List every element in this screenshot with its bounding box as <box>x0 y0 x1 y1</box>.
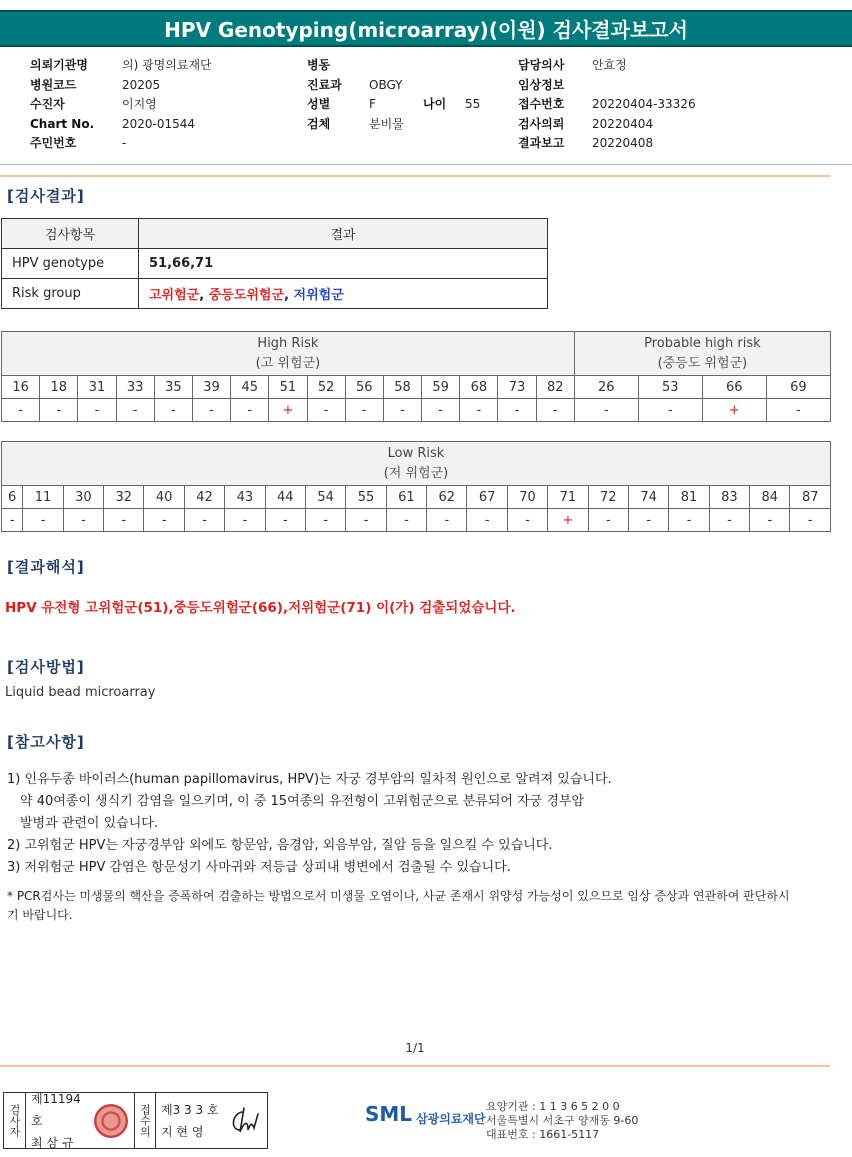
interpretation-text: HPV 유전형 고위험군(51),중등도위험군(66),저위험군(71) 이(가) 검출되었습니다. <box>5 600 516 616</box>
genotype-result-cell: - <box>231 399 269 422</box>
genotype-result-cell: - <box>628 509 668 532</box>
genotype-type-cell: 74 <box>628 486 668 509</box>
corp-address: 서울특별시 서초구 양재동 9-60 <box>486 1114 639 1127</box>
genotype-type-cell: 52 <box>307 376 345 399</box>
genotype-type-cell: 43 <box>225 486 265 509</box>
genotype-type-cell: 6 <box>2 486 23 509</box>
genotype-result-cell: - <box>104 509 144 532</box>
genotype-type-cell: 66 <box>702 376 766 399</box>
genotype-result-cell: - <box>307 399 345 422</box>
genotype-result-cell: - <box>305 509 345 532</box>
footer-divider <box>0 1065 830 1067</box>
genotype-result-cell: - <box>345 399 383 422</box>
sml-logo-icon: SML <box>365 1101 413 1126</box>
note-item: 2) 고위험군 HPV는 자궁경부암 외에도 항문암, 음경암, 외음부암, 질암 등을 일으킬 수 있습니다. <box>7 838 553 853</box>
genotype-type-cell: 72 <box>588 486 628 509</box>
probable-risk-subtitle: (중등도 위험군) <box>657 355 748 371</box>
info-label: 의뢰기관명 <box>30 58 88 72</box>
inspector-name: 최 삼 규 <box>31 1135 74 1150</box>
method-text: Liquid bead microarray <box>5 685 156 700</box>
corp-phone: 대표번호 : 1661-5117 <box>486 1128 600 1141</box>
genotype-result-cell: - <box>383 399 421 422</box>
info-value: 20220404 <box>592 116 654 131</box>
genotype-type-cell: 16 <box>2 376 40 399</box>
handwritten-signature-icon <box>228 1104 266 1138</box>
genotype-result-cell: - <box>23 509 63 532</box>
info-label: 검체 <box>307 116 331 131</box>
genotype-result-cell: - <box>2 509 23 532</box>
info-value-age: 55 <box>465 97 481 111</box>
info-label: 수진자 <box>30 97 65 111</box>
section-title-method: [검사방법] <box>7 658 85 676</box>
approver-label <box>134 1093 156 1148</box>
genotype-type-cell: 87 <box>790 486 831 509</box>
genotype-type-cell: 73 <box>498 376 536 399</box>
high-risk-header <box>2 332 575 376</box>
probable-risk-header <box>574 332 830 376</box>
genotype-type-cell: 30 <box>63 486 103 509</box>
genotype-result-cell: - <box>225 509 265 532</box>
genotype-result-cell: - <box>638 399 702 422</box>
genotype-result-cell: + <box>548 509 588 532</box>
genotype-result-cell: - <box>346 509 386 532</box>
note-item: 1) 인유두종 바이러스(human papillomavirus, HPV)는 자궁 경부암의 일차적 원인으로 알려져 있습니다. <box>7 772 612 787</box>
info-value: 20205 <box>122 77 161 92</box>
section-title-interpretation: [결과해석] <box>7 558 85 576</box>
probable-risk-title: Probable high risk <box>644 335 761 351</box>
risk-sep: , <box>284 288 294 303</box>
info-label: 병원코드 <box>30 77 77 92</box>
genotype-result-cell: - <box>427 509 467 532</box>
info-label: 임상정보 <box>518 77 565 92</box>
footnote: * PCR검사는 미생물의 핵산을 증폭하여 검출하는 방법으로서 미생물 오염이나, 사균 존재시 위양성 가능성이 있으므로 임상 증상과 연관하여 판단하시기 바랍니다. <box>7 889 790 922</box>
genotype-result-cell: - <box>192 399 230 422</box>
genotype-type-cell: 81 <box>669 486 709 509</box>
genotype-type-cell: 68 <box>460 376 498 399</box>
high-risk-title: High Risk <box>257 335 319 351</box>
genotype-type-cell: 26 <box>574 376 638 399</box>
info-value: 20220408 <box>592 136 654 150</box>
genotype-type-cell: 59 <box>422 376 460 399</box>
genotype-type-cell: 44 <box>265 486 305 509</box>
company-logo <box>365 1100 486 1127</box>
genotype-type-cell: 39 <box>192 376 230 399</box>
high-risk-grid <box>1 331 831 422</box>
info-value: 안효정 <box>592 58 627 72</box>
section-divider <box>0 175 830 177</box>
table-row <box>2 249 548 279</box>
genotype-type-cell: 82 <box>536 376 574 399</box>
genotype-result-cell: - <box>498 399 536 422</box>
inspector-info <box>26 1093 88 1148</box>
info-value: F <box>369 97 376 111</box>
inspector-number: 제11194호 <box>31 1091 81 1128</box>
genotype-result-cell: - <box>766 399 830 422</box>
genotype-type-cell: 56 <box>345 376 383 399</box>
genotype-result-cell: + <box>269 399 307 422</box>
genotype-result-cell: - <box>588 509 628 532</box>
genotype-result-cell: - <box>669 509 709 532</box>
genotype-type-cell: 70 <box>507 486 547 509</box>
info-label: Chart No. <box>30 116 95 131</box>
col-header-result: 결과 <box>139 219 548 249</box>
info-value: 의) 광명의료재단 <box>122 58 212 72</box>
risk-mid: 중등도위험군 <box>208 288 285 303</box>
patient-info-left <box>30 56 212 154</box>
info-label: 주민번호 <box>30 136 77 150</box>
approver-label-text: 접수의 <box>138 1104 152 1137</box>
genotype-type-cell: 58 <box>383 376 421 399</box>
type-row <box>2 376 831 399</box>
page-number: 1/1 <box>405 1041 425 1055</box>
info-label: 접수번호 <box>518 97 565 111</box>
info-value: 분비물 <box>369 116 404 131</box>
risk-sep: , <box>199 288 209 303</box>
genotype-type-cell: 69 <box>766 376 830 399</box>
genotype-result-cell: - <box>790 509 831 532</box>
approver-info <box>156 1093 220 1148</box>
genotype-type-cell: 61 <box>386 486 426 509</box>
genotype-result-cell: - <box>709 509 749 532</box>
info-label: 진료과 <box>307 77 342 92</box>
section-title-result: [검사결과] <box>7 187 85 205</box>
genotype-type-cell: 53 <box>638 376 702 399</box>
genotype-type-cell: 18 <box>40 376 78 399</box>
info-label: 담당의사 <box>518 58 565 72</box>
info-value: - <box>122 136 127 150</box>
genotype-type-cell: 45 <box>231 376 269 399</box>
corp-code: 요양기관 : 1 1 3 6 5 2 0 0 <box>486 1100 620 1113</box>
risk-high: 고위험군 <box>149 288 200 303</box>
genotype-result-cell: - <box>386 509 426 532</box>
col-header-item: 검사항목 <box>2 219 139 249</box>
notes-list <box>7 769 612 879</box>
genotype-type-cell: 51 <box>269 376 307 399</box>
genotype-result-cell: - <box>184 509 224 532</box>
info-label: 결과보고 <box>518 136 565 150</box>
genotype-type-cell: 62 <box>427 486 467 509</box>
result-table <box>1 218 548 309</box>
seal-stamp-icon <box>94 1104 128 1138</box>
genotype-result-cell: - <box>116 399 154 422</box>
genotype-type-cell: 42 <box>184 486 224 509</box>
genotype-type-cell: 54 <box>305 486 345 509</box>
risk-label: Risk group <box>2 279 139 309</box>
low-risk-grid <box>1 441 831 532</box>
genotype-type-cell: 40 <box>144 486 184 509</box>
company-info <box>486 1100 638 1142</box>
genotype-result-cell: - <box>63 509 103 532</box>
genotype-result-cell: - <box>460 399 498 422</box>
table-row <box>2 279 548 309</box>
note-item: 3) 저위험군 HPV 감염은 항문성기 사마귀와 저등급 상피내 병변에서 검출될 수 있습니다. <box>7 860 511 875</box>
genotype-type-cell: 32 <box>104 486 144 509</box>
risk-value <box>139 279 548 309</box>
genotype-value: 51,66,71 <box>139 249 548 279</box>
info-label: 검사의뢰 <box>518 116 565 131</box>
patient-info-middle <box>307 56 480 134</box>
genotype-result-cell: + <box>702 399 766 422</box>
genotype-result-cell: - <box>144 509 184 532</box>
genotype-result-cell: - <box>422 399 460 422</box>
patient-info-right <box>518 56 696 154</box>
genotype-result-cell: - <box>78 399 116 422</box>
info-value: 20220404-33326 <box>592 97 696 111</box>
company-name: 삼광의료재단 <box>416 1112 486 1126</box>
info-label: 성별 <box>307 97 331 111</box>
type-row <box>2 486 831 509</box>
genotype-type-cell: 55 <box>346 486 386 509</box>
info-value: 2020-01544 <box>122 116 196 131</box>
genotype-result-cell: - <box>750 509 790 532</box>
info-value: OBGY <box>369 77 403 92</box>
genotype-result-cell: - <box>154 399 192 422</box>
approver-name: 지 현 영 <box>161 1124 204 1139</box>
high-risk-subtitle: (고 위험군) <box>255 355 321 371</box>
genotype-result-cell: - <box>536 399 574 422</box>
report-title: HPV Genotyping(microarray)(이원) 검사결과보고서 <box>0 10 852 47</box>
result-row <box>2 509 831 532</box>
info-label-age: 나이 <box>423 97 447 111</box>
genotype-type-cell: 31 <box>78 376 116 399</box>
inspector-label-text: 검사자 <box>8 1104 21 1137</box>
genotype-result-cell: - <box>2 399 40 422</box>
info-value: 이지영 <box>122 97 157 111</box>
section-title-notes: [참고사항] <box>7 733 85 751</box>
genotype-type-cell: 84 <box>750 486 790 509</box>
genotype-result-cell: - <box>265 509 305 532</box>
result-row <box>2 399 831 422</box>
inspector-label <box>4 1093 26 1148</box>
approver-number: 제3 3 3 호 <box>161 1102 219 1117</box>
genotype-type-cell: 71 <box>548 486 588 509</box>
signature-box <box>3 1092 268 1149</box>
header-divider <box>0 164 852 165</box>
genotype-type-cell: 83 <box>709 486 749 509</box>
note-item: 발병과 관련이 있습니다. <box>20 816 158 831</box>
low-risk-title: Low Risk <box>387 445 445 461</box>
genotype-type-cell: 33 <box>116 376 154 399</box>
genotype-result-cell: - <box>40 399 78 422</box>
genotype-result-cell: - <box>467 509 507 532</box>
risk-low: 저위험군 <box>293 288 344 303</box>
genotype-type-cell: 67 <box>467 486 507 509</box>
genotype-result-cell: - <box>507 509 547 532</box>
genotype-label: HPV genotype <box>2 249 139 279</box>
low-risk-header <box>2 442 831 486</box>
genotype-result-cell: - <box>574 399 638 422</box>
note-item: 약 40여종이 생식기 감염을 일으키며, 이 중 15여종의 유전형이 고위험군으로 분류되어 자궁 경부암 <box>20 794 585 809</box>
genotype-type-cell: 11 <box>23 486 63 509</box>
info-label: 병동 <box>307 58 331 72</box>
genotype-type-cell: 35 <box>154 376 192 399</box>
low-risk-subtitle: (저 위험군) <box>383 465 449 481</box>
